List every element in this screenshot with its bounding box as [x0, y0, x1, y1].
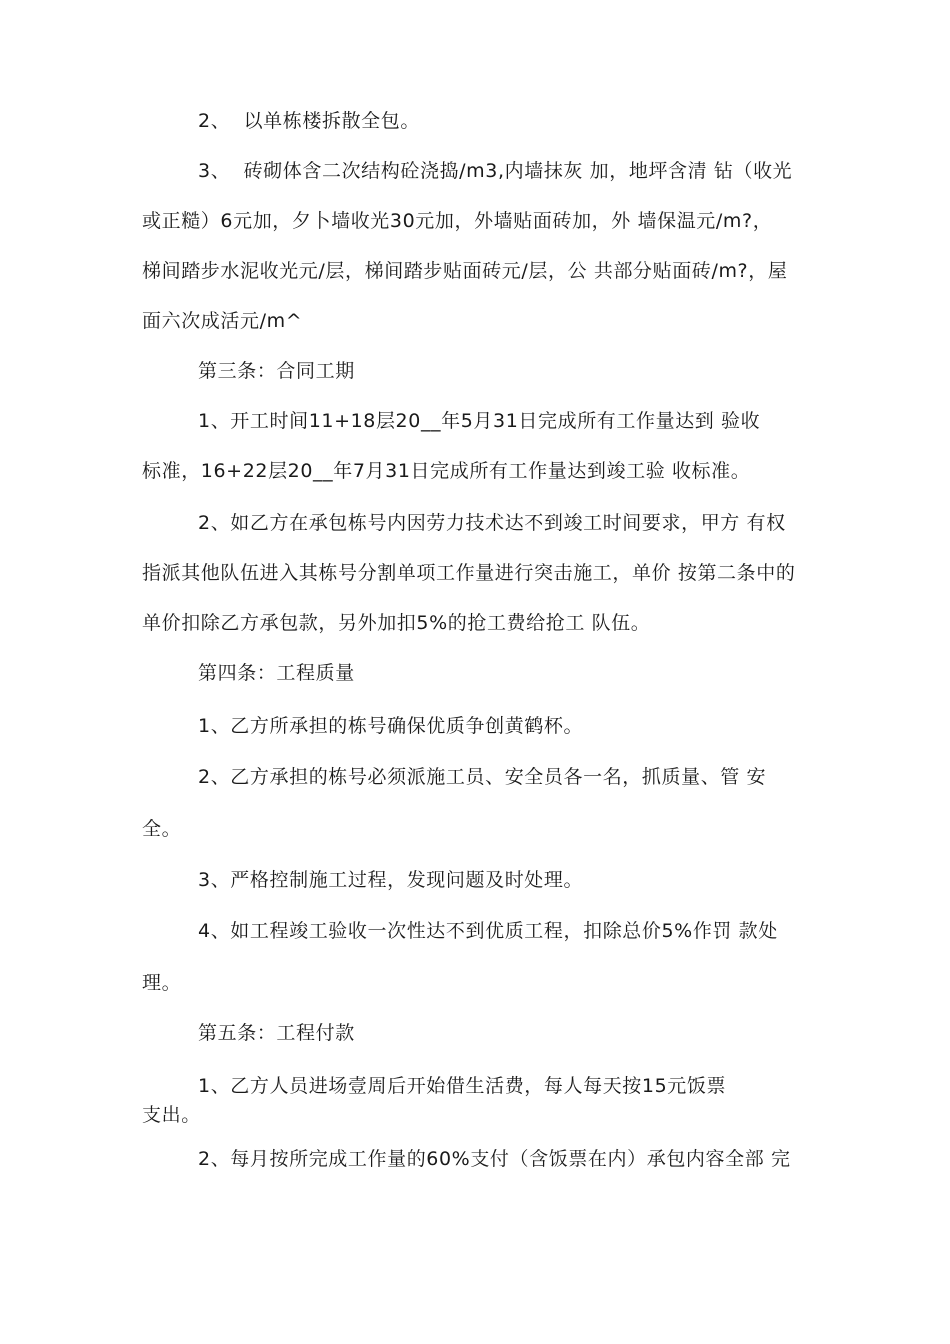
clause-3-line-1: 3、 砖砌体含二次结构砼浇捣/m3,内墙抹灰 加，地坪含清 钻（收光 [198, 160, 793, 182]
article-3-heading: 第三条：合同工期 [198, 360, 355, 382]
clause-3-line-2: 或正糙）6元加，夕卜墙收光30元加，外墙贴面砖加，外 墙保温元/m?， [142, 210, 773, 232]
article-3-item-2-line-2: 指派其他队伍进入其栋号分割单项工作量进行突击施工，单价 按第二条中的 [142, 562, 796, 584]
article-3-item-1-line-1: 1、开工时间11+18层20__年5月31日完成所有工作量达到 验收 [198, 410, 761, 432]
clause-3-line-3: 梯间踏步水泥收光元/层，梯间踏步贴面砖元/层，公 共部分贴面砖/m?，屋 [142, 260, 788, 282]
article-4-item-4-line-1: 4、如工程竣工验收一次性达不到优质工程，扣除总价5%作罚 款处 [198, 920, 778, 942]
article-4-item-4-line-2: 理。 [142, 972, 182, 994]
article-5-item-2-line-1: 2、每月按所完成工作量的60%支付（含饭票在内）承包内容全部 完 [198, 1148, 791, 1170]
article-4-item-1: 1、乙方所承担的栋号确保优质争创黄鹤杯。 [198, 715, 584, 737]
article-4-item-2-line-2: 全。 [142, 818, 182, 840]
article-3-item-1-line-2: 标准，16+22层20__年7月31日完成所有工作量达到竣工验 收标准。 [142, 460, 751, 482]
article-5-item-1-line-2: 支出。 [142, 1104, 201, 1126]
clause-3-line-4: 面六次成活元/m^ [142, 310, 303, 332]
article-5-heading: 第五条：工程付款 [198, 1022, 355, 1044]
article-4-heading: 第四条：工程质量 [198, 662, 355, 684]
article-4-item-3: 3、严格控制施工过程，发现问题及时处理。 [198, 869, 584, 891]
article-5-item-1-line-1: 1、乙方人员进场壹周后开始借生活费，每人每天按15元饭票 [198, 1075, 727, 1097]
clause-2-line: 2、 以单栋楼拆散全包。 [198, 110, 420, 132]
article-3-item-2-line-3: 单价扣除乙方承包款，另外加扣5%的抢工费给抢工 队伍。 [142, 612, 651, 634]
article-4-item-2-line-1: 2、乙方承担的栋号必须派施工员、安全员各一名，抓质量、管 安 [198, 766, 767, 788]
article-3-item-2-line-1: 2、如乙方在承包栋号内因劳力技术达不到竣工时间要求，甲方 有权 [198, 512, 786, 534]
